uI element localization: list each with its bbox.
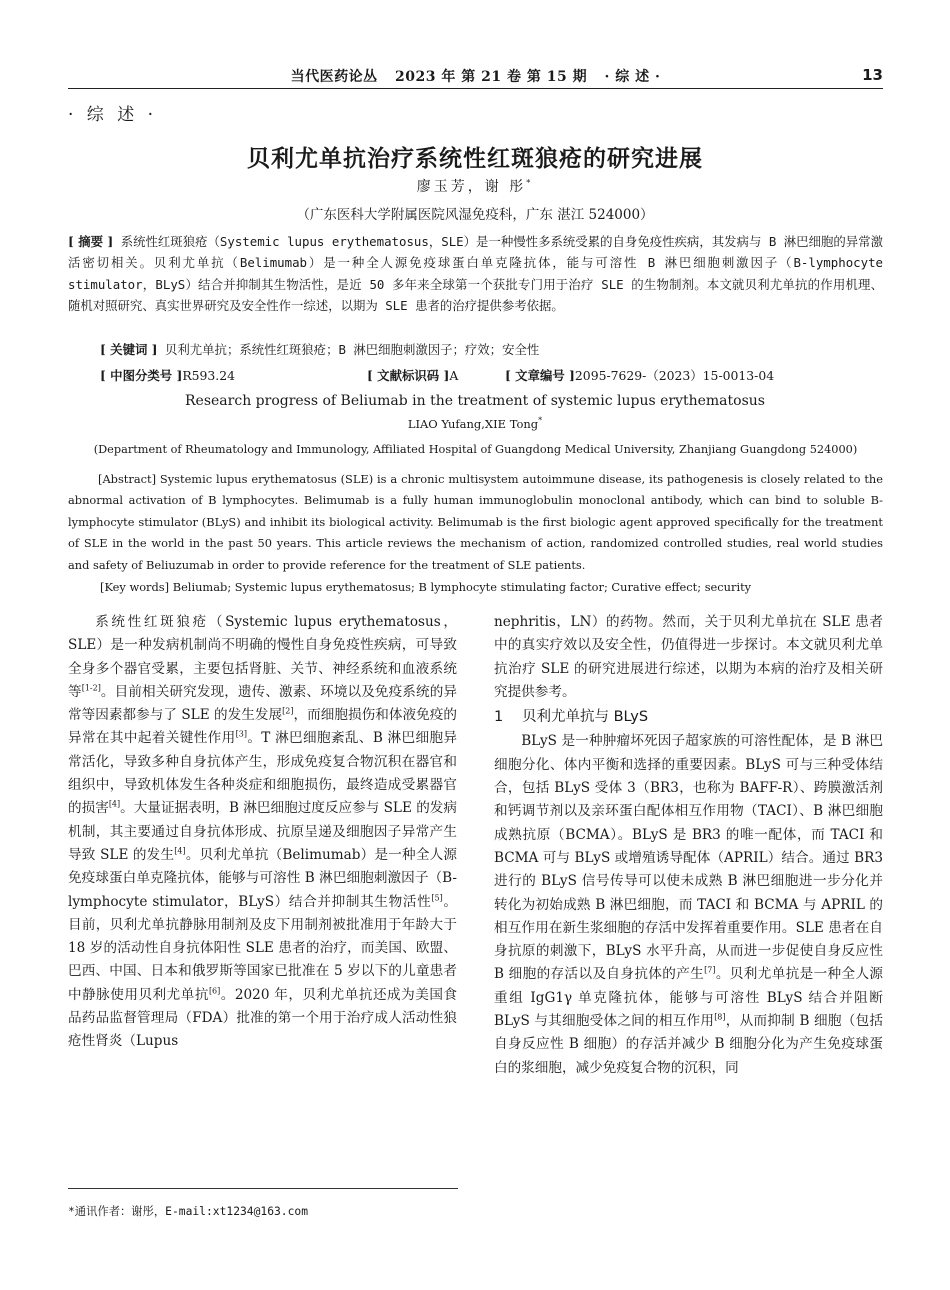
footnote: *通讯作者：谢彤，E-mail:xt1234@163.com: [68, 1205, 309, 1218]
running-header: [68, 64, 883, 89]
text-run: 。2020 年，贝利尤单抗还成为美国食品药品监督管理局（FDA）批准的第一个用于治疗成人活动性狼疮性肾炎（Lupus: [68, 986, 457, 1050]
citation-5: [5]: [431, 893, 443, 903]
text-run: 。贝利尤单抗是一种全人源重组 IgG1γ 单克隆抗体，能够与可溶性 BLyS 结合并阻断 BLyS 与其细胞受体之间的相互作用: [494, 966, 884, 1030]
body-column-left: [68, 611, 457, 1054]
doc-value: A: [449, 368, 459, 383]
issue-info: 2023 年 第 21 卷 第 15 期: [395, 69, 588, 85]
journal-name: 当代医药论丛: [290, 69, 378, 85]
citation-4: [4]: [108, 799, 121, 809]
header-section: · 综 述 ·: [604, 69, 661, 85]
citation-7: [7]: [704, 965, 716, 975]
abstract-cn-label: [ 摘要 ]: [68, 234, 114, 249]
doc-label: [ 文献标识码 ]: [367, 368, 450, 383]
text-run: 。目前相关研究发现，遗传、激素、环境以及免疫系统的异常等因素都参与了 SLE 的发生发展: [68, 683, 458, 724]
page-number: 13: [862, 66, 883, 84]
section-number: 1: [494, 709, 504, 726]
author-names: 廖玉芳，谢 彤: [416, 179, 527, 195]
english-corresponding-mark: *: [538, 416, 543, 426]
keywords-cn-text: 贝利尤单抗；系统性红斑狼疮；B 淋巴细胞刺激因子；疗效；安全性: [165, 342, 540, 357]
citation-4b: [4]: [174, 846, 186, 856]
text-run: BLyS 是一种肿瘤坏死因子超家族的可溶性配体，是 B 淋巴细胞分化、体内平衡和选择的重要因素。BLyS 可与三种受体结合，包括 BLyS 受体 3（BR3，也称为 BAFF-R）、跨膜激活剂和钙调节剂以及亲环蛋白配体相互作用物（TACI）、B 淋巴细胞成熟抗原（BCMA）。BLyS 是 BR3 的唯一配体，而 TACI 和 BCMA 可与 BLyS 或增殖诱导配体（APRIL）结合。通过 BR3 进行的 BLyS 信号传导可以使未成熟 B 淋巴细胞进一步分化并转化为初始成熟 B 淋巴细胞，而 TACI 和 BCMA 与 APRIL 的相互作用在新生浆细胞的存活中发挥着重要作用。SLE 患者在自身抗原的刺激下，BLyS 水平升高，从而进一步促使自身反应性 B 细胞的存活以及自身抗体的产生: [494, 733, 883, 983]
english-affiliation: (Department of Rheumatology and Immunology, Affiliated Hospital of Guangdong Medical University, Zhanjiang Guangdong 524000): [93, 443, 858, 456]
text-run: 。T 淋巴细胞紊乱、B 淋巴细胞异常活化，导致多种自身抗体产生，形成免疫复合物沉积在器官和组织中，导致机体发生各种炎症和细胞损伤，最终造成受累器官的损害: [68, 730, 458, 817]
body-paragraph-1: [68, 611, 457, 1054]
body-paragraph-2: [494, 730, 883, 1079]
section-label: · 综 述 ·: [68, 105, 158, 125]
corresponding-mark: *: [526, 178, 534, 188]
header-center: [68, 66, 883, 86]
citation-3: [3]: [235, 729, 247, 739]
text-run: ，从而抑制 B 细胞（包括自身反应性 B 细胞）的存活并减少 B 细胞分化为产生免疫球蛋白的浆细胞，减少免疫复合物的沉积，同: [494, 1013, 883, 1076]
affiliation: （广东医科大学附属医院风湿免疫科，广东 湛江 524000）: [296, 207, 654, 223]
clc-code: [100, 366, 235, 384]
article-title: 贝利尤单抗治疗系统性红斑狼疮的研究进展: [247, 146, 703, 172]
text-run: 。目前，贝利尤单抗静脉用制剂及皮下用制剂被批准用于年龄大于 18 岁的活动性自身抗体阳性 SLE 患者的治疗，而美国、欧盟、巴西、中国、日本和俄罗斯等国家已批准在 5 岁以下的儿童患者中静脉使用贝利尤单抗: [68, 893, 457, 1003]
keywords-en: [Key words] Beliumab; Systemic lupus erythematosus; B lymphocyte stimulating factor; Curative effect; security: [100, 580, 752, 594]
text-run: ，而细胞损伤和体液免疫的异常在其中起着关键性作用: [68, 707, 458, 747]
article-value: 2095-7629-（2023）15-0013-04: [574, 368, 775, 383]
authors: [0, 176, 950, 196]
abstract-cn-text: 系统性红斑狼疮（Systemic lupus erythematosus，SLE）是一种慢性多系统受累的自身免疫性疾病，其发病与 B 淋巴细胞的异常激活密切相关。贝利尤单抗（Belimumab）是一种全人源免疫球蛋白单克隆抗体，能与可溶性 B 淋巴细胞刺激因子（B-lymphocyte stimulator，BLyS）结合并抑制其生物活性，是近 50 多年来全球第一个获批专门用于治疗 SLE 的生物制剂。本文就贝利尤单抗的作用机理、随机对照研究、真实世界研究及安全性作一综述，以期为 SLE 患者的治疗提供参考依据。: [68, 234, 883, 314]
body-column-right: [494, 611, 883, 1080]
keywords-cn: [100, 340, 539, 358]
doc-code: [367, 366, 458, 384]
footnote-divider: [68, 1188, 458, 1189]
article-number: [505, 366, 774, 384]
citation-2: [2]: [282, 706, 294, 716]
text-run: 系统性红斑狼疮（Systemic lupus erythematosus，SLE）是一种发病机制尚不明确的慢性自身免疫性疾病，可导致全身多个器官受累，主要包括肾脏、关节、神经系统和血液系统等: [68, 614, 457, 700]
keywords-cn-label: [ 关键词 ]: [100, 342, 158, 357]
section-title: 贝利尤单抗与 BLyS: [522, 709, 649, 726]
text-run: 。大量证据表明，B 淋巴细胞过度反应参与 SLE 的发病机制，其主要通过自身抗体形成、抗原呈递及细胞因子异常产生导致 SLE 的发生: [68, 800, 458, 863]
article-label: [ 文章编号 ]: [505, 368, 575, 383]
english-authors: [0, 417, 950, 431]
section-heading-1: [494, 706, 883, 729]
english-author-names: LIAO Yufang,XIE Tong: [407, 417, 539, 431]
citation-1-2: [1-2]: [81, 683, 101, 693]
clc-value: R593.24: [182, 368, 235, 383]
english-title: Research progress of Beliumab in the treatment of systemic lupus erythematosus: [185, 393, 765, 409]
body-paragraph-continued: nephritis，LN）的药物。然而，关于贝利尤单抗在 SLE 患者中的真实疗效以及安全性，仍值得进一步探讨。本文就贝利尤单抗治疗 SLE 的研究进展进行综述，以期为本病的治疗及相关研究提供参考。: [494, 614, 883, 700]
citation-8: [8]: [714, 1012, 726, 1022]
clc-label: [ 中图分类号 ]: [100, 368, 183, 383]
text-run: 。贝利尤单抗（Belimumab）是一种全人源免疫球蛋白单克隆抗体，能够与可溶性 B 淋巴细胞刺激因子（B-lymphocyte stimulator，BLyS）结合并抑制其生物活性: [68, 846, 458, 910]
abstract-en: [Abstract] Systemic lupus erythematosus (SLE) is a chronic multisystem autoimmune disease, its pathogenesis is closely related to the abnormal activation of B lymphocytes. Belimumab is a fully human immunoglobulin monoclonal antibody, which can bind to soluble B-lymphocyte stimulator (BLyS) and inhibit its biological activity. Belimumab is the first biologic agent approved specifically for the treatment of SLE in the world in the past 50 years. This article reviews the mechanism of action, randomized controlled studies, real world studies and safety of Beliuzumab in order to provide reference for the treatment of SLE patients.: [68, 472, 883, 572]
citation-6: [6]: [208, 986, 221, 996]
abstract-cn: [68, 231, 883, 317]
